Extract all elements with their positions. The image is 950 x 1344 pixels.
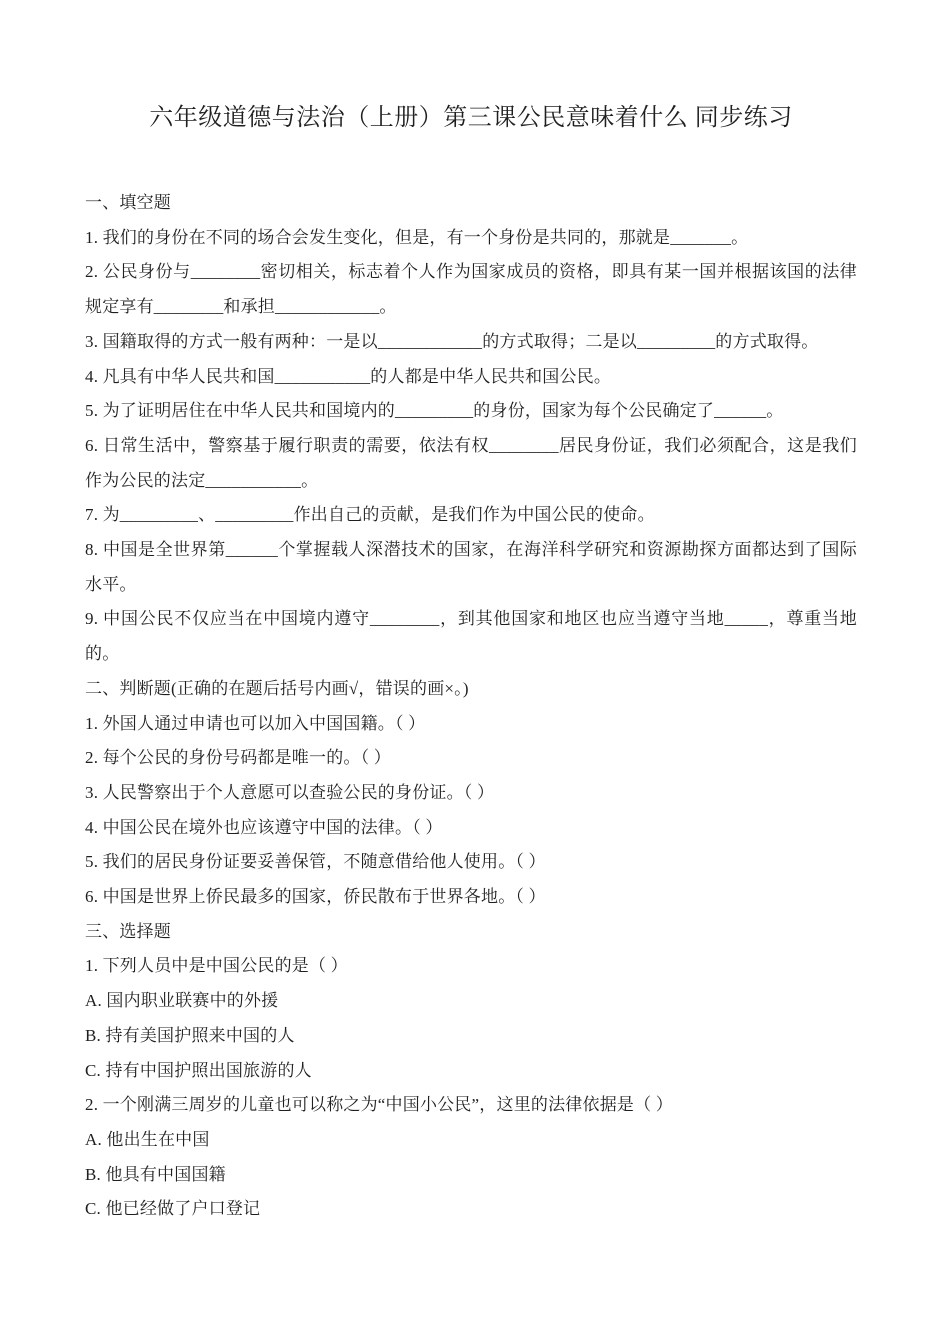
page-title: 六年级道德与法治（上册）第三课公民意味着什么 同步练习 [149,105,793,131]
choice-question-1-option-b: B. 持有美国护照来中国的人 [85,1025,295,1045]
fill-blank-question-6: 6. 日常生活中，警察基于履行职责的需要，依法有权________居民身份证，我们必须配合，这是我们作为公民的法定___________。 [85,435,857,490]
section-true-false [85,672,857,915]
choice-question-2-option-a: A. 他出生在中国 [85,1129,210,1149]
section-true-false-heading: 二、判断题(正确的在题后括号内画√，错误的画×。) [85,678,469,698]
choice-question-2: 2. 一个刚满三周岁的儿童也可以称之为“中国小公民”，这里的法律依据是（ ） [85,1095,673,1115]
fill-blank-question-9: 9. 中国公民不仅应当在中国境内遵守________，到其他国家和地区也应当遵守当地_____，尊重当地的。 [85,609,857,664]
fill-blank-question-4: 4. 凡具有中华人民共和国___________的人都是中华人民共和国公民。 [85,366,612,386]
choice-question-2-option-b: B. 他具有中国国籍 [85,1164,226,1184]
true-false-question-4: 4. 中国公民在境外也应该遵守中国的法律。（ ） [85,817,443,837]
true-false-question-1: 1. 外国人通过申请也可以加入中国国籍。（ ） [85,713,426,733]
fill-blank-question-1: 1. 我们的身份在不同的场合会发生变化，但是，有一个身份是共同的，那就是_______。 [85,227,749,247]
fill-blank-question-7: 7. 为_________、_________作出自己的贡献，是我们作为中国公民的使命。 [85,505,655,525]
section-multiple-choice [85,915,857,1227]
section-fill-in-blank [85,186,857,672]
section-fill-in-blank-heading: 一、填空题 [85,193,171,212]
true-false-question-6: 6. 中国是世界上侨民最多的国家，侨民散布于世界各地。（ ） [85,887,546,907]
choice-question-1-option-a: A. 国内职业联赛中的外援 [85,991,279,1011]
true-false-question-2: 2. 每个公民的身份号码都是唯一的。（ ） [85,748,391,768]
fill-blank-question-3: 3. 国籍取得的方式一般有两种：一是以____________的方式取得；二是以_________的方式取得。 [85,331,819,351]
fill-blank-question-8: 8. 中国是全世界第______个掌握载人深潜技术的国家，在海洋科学研究和资源勘探方面都达到了国际水平。 [85,540,857,594]
fill-blank-question-2: 2. 公民身份与________密切相关，标志着个人作为国家成员的资格，即具有某一国并根据该国的法律规定享有________和承担____________。 [85,262,857,317]
fill-blank-question-5: 5. 为了证明居住在中华人民共和国境内的_________的身份，国家为每个公民确定了______。 [85,401,784,421]
true-false-question-3: 3. 人民警察出于个人意愿可以查验公民的身份证。（ ） [85,782,495,802]
choice-question-1: 1. 下列人员中是中国公民的是（ ） [85,956,348,976]
true-false-question-5: 5. 我们的居民身份证要妥善保管，不随意借给他人使用。（ ） [85,852,546,872]
choice-question-2-option-c: C. 他已经做了户口登记 [85,1199,261,1219]
section-multiple-choice-heading: 三、选择题 [85,921,171,941]
choice-question-1-option-c: C. 持有中国护照出国旅游的人 [85,1060,312,1080]
